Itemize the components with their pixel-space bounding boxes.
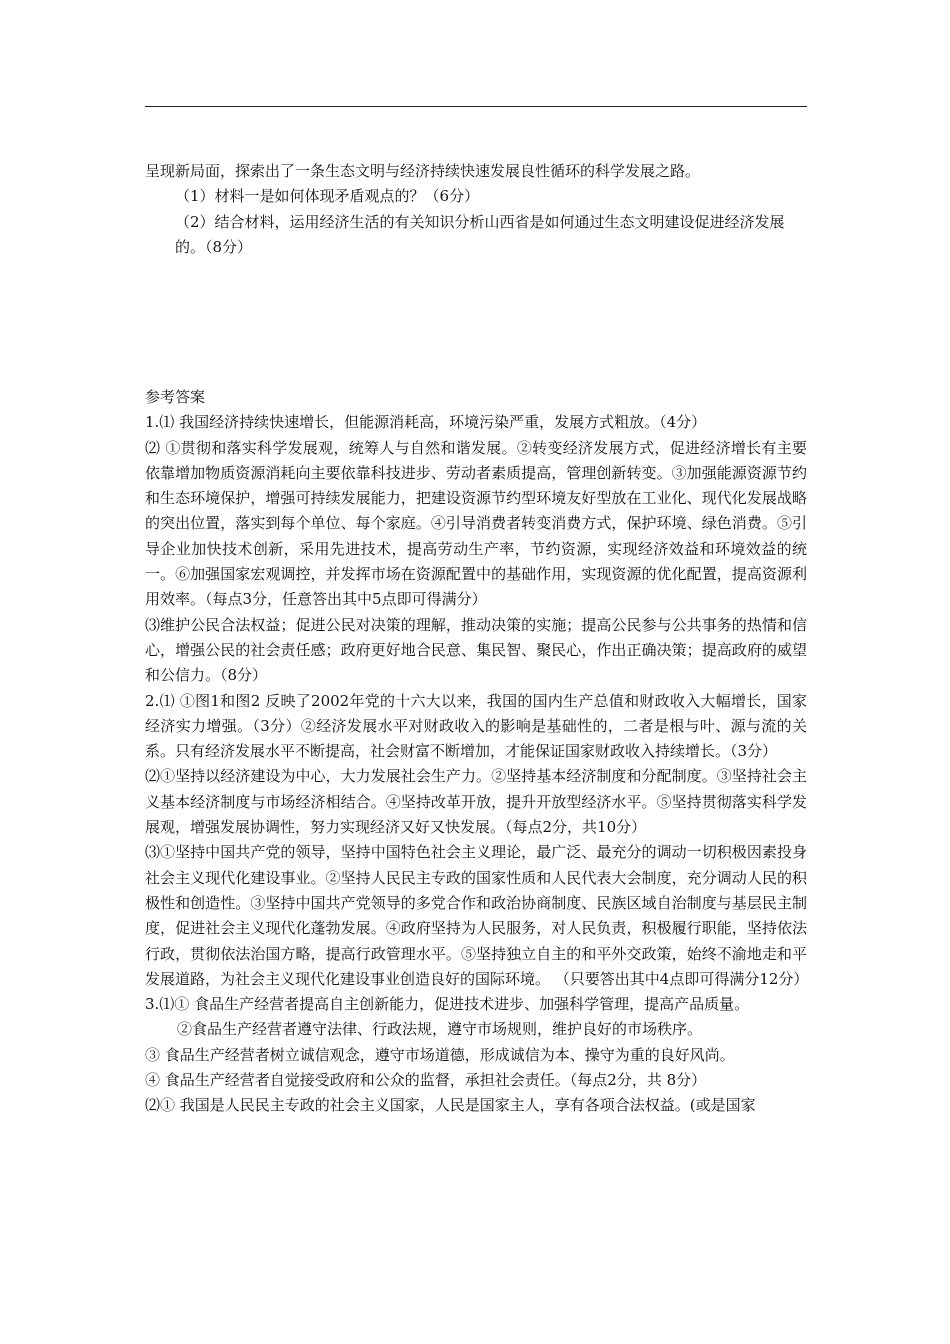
answer-section	[145, 385, 807, 1119]
answer-3-point-3: ③ 食品生产经营者树立诚信观念，遵守市场道德，形成诚信为本、操守为重的良好风尚。	[145, 1045, 735, 1064]
answer-2-part-2: ⑵①坚持以经济建设为中心，大力发展社会生产力。②坚持基本经济制度和分配制度。③坚持社会主义基本经济制度与市场经济相结合。④坚持改革开放，提升开放型经济水平。⑤坚持贯彻落实科学发展观，增强发展协调性，努力实现经济又好又快发展。（每点2分，共10分）	[145, 767, 807, 837]
answer-2-part-3: ⑶①坚持中国共产党的领导，坚持中国特色社会主义理论，最广泛、最充分的调动一切积极因素投身社会主义现代化建设事业。②坚持人民民主专政的国家性质和人民代表大会制度，充分调动人民的积极性和创造性。③坚持中国共产党领导的多党合作和政治协商制度、民族区域自治制度与基层民主制度，促进社会主义现代化蓬勃发展。④政府坚持为人民服务，对人民负责，积极履行职能，坚持依法行政，贯彻依法治国方略，提高行政管理水平。⑤坚持独立自主的和平外交政策，始终不渝地走和平发展道路，为社会主义现代化建设事业创造良好的国际环境。 （只要答出其中4点即可得满分12分）	[145, 843, 809, 988]
question-section	[145, 159, 805, 260]
question-1: （1）材料一是如何体现矛盾观点的？（6分）	[175, 187, 480, 206]
answer-1-part-2: ⑵ ①贯彻和落实科学发展观，统筹人与自然和谐发展。②转变经济发展方式，促进经济增长有主要依靠增加物质资源消耗向主要依靠科技进步、劳动者素质提高，管理创新转变。③加强能源资源节约和生态环境保护，增强可持续发展能力，把建设资源节约型环境友好型放在工业化、现代化发展战略的突出位置，落实到每个单位、每个家庭。④引导消费者转变消费方式，保护环境、绿色消费。⑤引导企业加快技术创新，采用先进技术，提高劳动生产率，节约资源，实现经济效益和环境效益的统一。⑥加强国家宏观调控，并发挥市场在资源配置中的基础作用，实现资源的优化配置，提高资源利用效率。（每点3分，任意答出其中5点即可得满分）	[145, 438, 807, 609]
answer-3-point-2: ②食品生产经营者遵守法律、行政法规，遵守市场规则，维护良好的市场秩序。	[177, 1020, 703, 1039]
answer-3-part-1: 3.⑴① 食品生产经营者提高自主创新能力，促进技术进步、加强科学管理，提高产品质量。	[145, 995, 750, 1014]
answer-3-part-2: ⑵① 我国是人民民主专政的社会主义国家，人民是国家主人，享有各项合法权益。(或是国家	[145, 1096, 756, 1115]
question-2: （2）结合材料，运用经济生活的有关知识分析山西省是如何通过生态文明建设促进经济发展的。（8分）	[175, 212, 785, 256]
header-rule	[145, 106, 807, 107]
material-text: 呈现新局面，探索出了一条生态文明与经济持续快速发展良性循环的科学发展之路。	[145, 162, 701, 180]
answer-3-point-4: ④ 食品生产经营者自觉接受政府和公众的监督，承担社会责任。（每点2分，共 8分）	[145, 1071, 707, 1090]
answer-2-part-1: 2.⑴ ①图1和图2 反映了2002年党的十六大以来，我国的国内生产总值和财政收入大幅增长，国家经济实力增强。（3分）②经济发展水平对财政收入的影响是基础性的，二者是根与叶、源与流的关系。只有经济发展水平不断提高，社会财富不断增加，才能保证国家财政收入持续增长。（3分）	[145, 691, 807, 761]
answer-1-part-1: 1.⑴ 我国经济持续快速增长，但能源消耗高，环境污染严重，发展方式粗放。（4分）	[145, 413, 707, 432]
answer-title: 参考答案	[145, 388, 206, 406]
answer-1-part-3: ⑶维护公民合法权益；促进公民对决策的理解，推动决策的实施；提高公民参与公共事务的热情和信心，增强公民的社会责任感；政府更好地合民意、集民智、聚民心，作出正确决策；提高政府的威望和公信力。（8分）	[145, 615, 807, 685]
